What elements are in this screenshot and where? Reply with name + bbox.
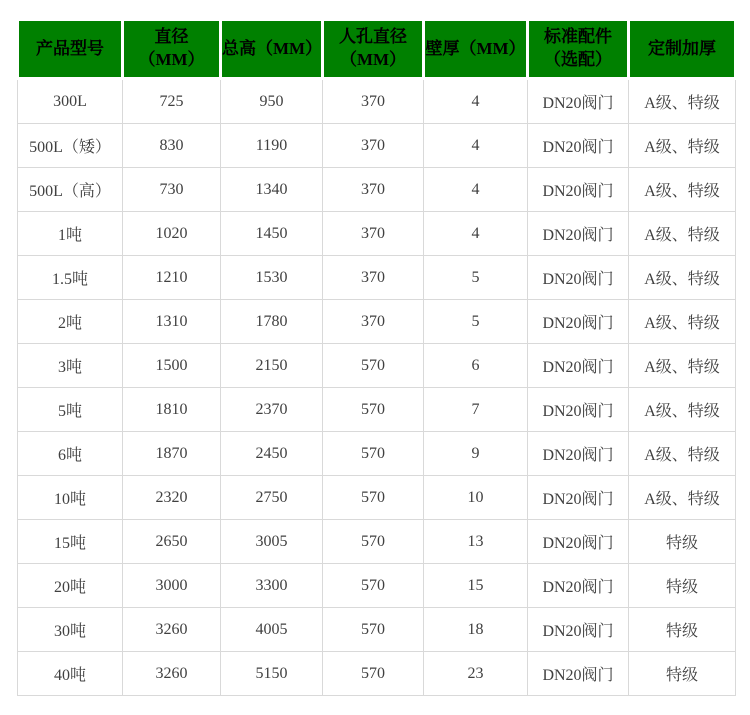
table-row xyxy=(18,79,736,124)
cell-wall-thickness-mm: 5 xyxy=(424,256,528,300)
cell-product-model: 30吨 xyxy=(18,608,123,652)
cell-standard-accessories: DN20阀门 xyxy=(528,344,629,388)
cell-wall-thickness-mm: 5 xyxy=(424,300,528,344)
header-cell-total-height-mm xyxy=(221,20,323,79)
cell-standard-accessories: DN20阀门 xyxy=(528,564,629,608)
cell-standard-accessories: DN20阀门 xyxy=(528,476,629,520)
cell-total-height-mm: 4005 xyxy=(221,608,323,652)
cell-wall-thickness-mm: 23 xyxy=(424,652,528,696)
table-row xyxy=(18,388,736,432)
header-cell-wall-thickness-mm xyxy=(424,20,528,79)
cell-custom-thickening: A级、特级 xyxy=(629,168,736,212)
cell-custom-thickening: A级、特级 xyxy=(629,79,736,124)
cell-total-height-mm: 1340 xyxy=(221,168,323,212)
cell-standard-accessories: DN20阀门 xyxy=(528,79,629,124)
cell-manhole-diameter-mm: 570 xyxy=(323,608,424,652)
cell-product-model: 500L（矮） xyxy=(18,124,123,168)
cell-total-height-mm: 1780 xyxy=(221,300,323,344)
cell-custom-thickening: A级、特级 xyxy=(629,256,736,300)
table-body xyxy=(18,79,736,696)
cell-product-model: 1吨 xyxy=(18,212,123,256)
cell-custom-thickening: A级、特级 xyxy=(629,388,736,432)
cell-wall-thickness-mm: 4 xyxy=(424,124,528,168)
cell-wall-thickness-mm: 4 xyxy=(424,168,528,212)
cell-custom-thickening: A级、特级 xyxy=(629,476,736,520)
cell-diameter-mm: 1310 xyxy=(123,300,221,344)
cell-product-model: 5吨 xyxy=(18,388,123,432)
product-spec-table xyxy=(16,18,737,696)
header-label: 产品型号 xyxy=(36,38,104,58)
cell-diameter-mm: 1870 xyxy=(123,432,221,476)
cell-manhole-diameter-mm: 370 xyxy=(323,300,424,344)
cell-total-height-mm: 5150 xyxy=(221,652,323,696)
cell-total-height-mm: 3300 xyxy=(221,564,323,608)
cell-diameter-mm: 2320 xyxy=(123,476,221,520)
cell-custom-thickening: 特级 xyxy=(629,652,736,696)
header-cell-manhole-diameter-mm xyxy=(323,20,424,79)
cell-manhole-diameter-mm: 370 xyxy=(323,124,424,168)
cell-manhole-diameter-mm: 570 xyxy=(323,476,424,520)
cell-custom-thickening: 特级 xyxy=(629,608,736,652)
header-label: 总高（MM） xyxy=(222,38,323,58)
cell-total-height-mm: 1450 xyxy=(221,212,323,256)
cell-product-model: 10吨 xyxy=(18,476,123,520)
table-row xyxy=(18,476,736,520)
header-cell-custom-thickening xyxy=(629,20,736,79)
cell-diameter-mm: 1810 xyxy=(123,388,221,432)
header-label: 人孔直径 xyxy=(339,27,407,47)
cell-diameter-mm: 1210 xyxy=(123,256,221,300)
cell-wall-thickness-mm: 18 xyxy=(424,608,528,652)
cell-product-model: 15吨 xyxy=(18,520,123,564)
cell-wall-thickness-mm: 15 xyxy=(424,564,528,608)
cell-standard-accessories: DN20阀门 xyxy=(528,520,629,564)
cell-diameter-mm: 1500 xyxy=(123,344,221,388)
table-row xyxy=(18,564,736,608)
header-label: 直径 xyxy=(154,27,189,47)
cell-standard-accessories: DN20阀门 xyxy=(528,432,629,476)
cell-custom-thickening: A级、特级 xyxy=(629,432,736,476)
cell-diameter-mm: 3260 xyxy=(123,652,221,696)
cell-manhole-diameter-mm: 370 xyxy=(323,168,424,212)
cell-total-height-mm: 2370 xyxy=(221,388,323,432)
table-row xyxy=(18,344,736,388)
header-label: 定制加厚 xyxy=(648,38,716,58)
cell-manhole-diameter-mm: 570 xyxy=(323,564,424,608)
cell-manhole-diameter-mm: 570 xyxy=(323,652,424,696)
cell-product-model: 300L xyxy=(18,79,123,124)
cell-wall-thickness-mm: 10 xyxy=(424,476,528,520)
cell-manhole-diameter-mm: 370 xyxy=(323,212,424,256)
cell-total-height-mm: 950 xyxy=(221,79,323,124)
cell-product-model: 500L（高） xyxy=(18,168,123,212)
header-cell-diameter-mm xyxy=(123,20,221,79)
cell-wall-thickness-mm: 4 xyxy=(424,79,528,124)
cell-custom-thickening: A级、特级 xyxy=(629,124,736,168)
cell-product-model: 1.5吨 xyxy=(18,256,123,300)
cell-diameter-mm: 725 xyxy=(123,79,221,124)
cell-standard-accessories: DN20阀门 xyxy=(528,212,629,256)
cell-product-model: 6吨 xyxy=(18,432,123,476)
cell-total-height-mm: 1530 xyxy=(221,256,323,300)
cell-total-height-mm: 2150 xyxy=(221,344,323,388)
cell-total-height-mm: 3005 xyxy=(221,520,323,564)
cell-product-model: 2吨 xyxy=(18,300,123,344)
header-label: （MM） xyxy=(339,50,407,69)
cell-standard-accessories: DN20阀门 xyxy=(528,256,629,300)
cell-manhole-diameter-mm: 570 xyxy=(323,388,424,432)
cell-manhole-diameter-mm: 370 xyxy=(323,79,424,124)
cell-standard-accessories: DN20阀门 xyxy=(528,388,629,432)
cell-custom-thickening: A级、特级 xyxy=(629,344,736,388)
table-row xyxy=(18,300,736,344)
cell-diameter-mm: 2650 xyxy=(123,520,221,564)
cell-diameter-mm: 3000 xyxy=(123,564,221,608)
cell-custom-thickening: 特级 xyxy=(629,520,736,564)
cell-custom-thickening: A级、特级 xyxy=(629,212,736,256)
table-row xyxy=(18,168,736,212)
table-row xyxy=(18,652,736,696)
cell-manhole-diameter-mm: 370 xyxy=(323,256,424,300)
cell-custom-thickening: 特级 xyxy=(629,564,736,608)
cell-wall-thickness-mm: 9 xyxy=(424,432,528,476)
cell-standard-accessories: DN20阀门 xyxy=(528,168,629,212)
cell-manhole-diameter-mm: 570 xyxy=(323,520,424,564)
cell-product-model: 40吨 xyxy=(18,652,123,696)
cell-diameter-mm: 730 xyxy=(123,168,221,212)
cell-standard-accessories: DN20阀门 xyxy=(528,608,629,652)
header-label: （选配） xyxy=(544,50,612,69)
header-row xyxy=(18,20,736,79)
cell-diameter-mm: 3260 xyxy=(123,608,221,652)
table-row xyxy=(18,520,736,564)
cell-standard-accessories: DN20阀门 xyxy=(528,652,629,696)
cell-standard-accessories: DN20阀门 xyxy=(528,124,629,168)
cell-wall-thickness-mm: 6 xyxy=(424,344,528,388)
cell-custom-thickening: A级、特级 xyxy=(629,300,736,344)
header-label: （MM） xyxy=(138,50,205,69)
table-row xyxy=(18,256,736,300)
header-cell-product-model xyxy=(18,20,123,79)
header-cell-standard-accessories xyxy=(528,20,629,79)
cell-manhole-diameter-mm: 570 xyxy=(323,432,424,476)
cell-manhole-diameter-mm: 570 xyxy=(323,344,424,388)
cell-wall-thickness-mm: 7 xyxy=(424,388,528,432)
table-row xyxy=(18,212,736,256)
cell-total-height-mm: 2750 xyxy=(221,476,323,520)
table-row xyxy=(18,124,736,168)
cell-diameter-mm: 1020 xyxy=(123,212,221,256)
cell-wall-thickness-mm: 13 xyxy=(424,520,528,564)
cell-standard-accessories: DN20阀门 xyxy=(528,300,629,344)
cell-product-model: 20吨 xyxy=(18,564,123,608)
header-label: 壁厚（MM） xyxy=(425,38,526,58)
cell-total-height-mm: 1190 xyxy=(221,124,323,168)
header-label: 标准配件 xyxy=(544,27,612,47)
cell-product-model: 3吨 xyxy=(18,344,123,388)
cell-wall-thickness-mm: 4 xyxy=(424,212,528,256)
table-row xyxy=(18,432,736,476)
cell-total-height-mm: 2450 xyxy=(221,432,323,476)
cell-diameter-mm: 830 xyxy=(123,124,221,168)
table-row xyxy=(18,608,736,652)
